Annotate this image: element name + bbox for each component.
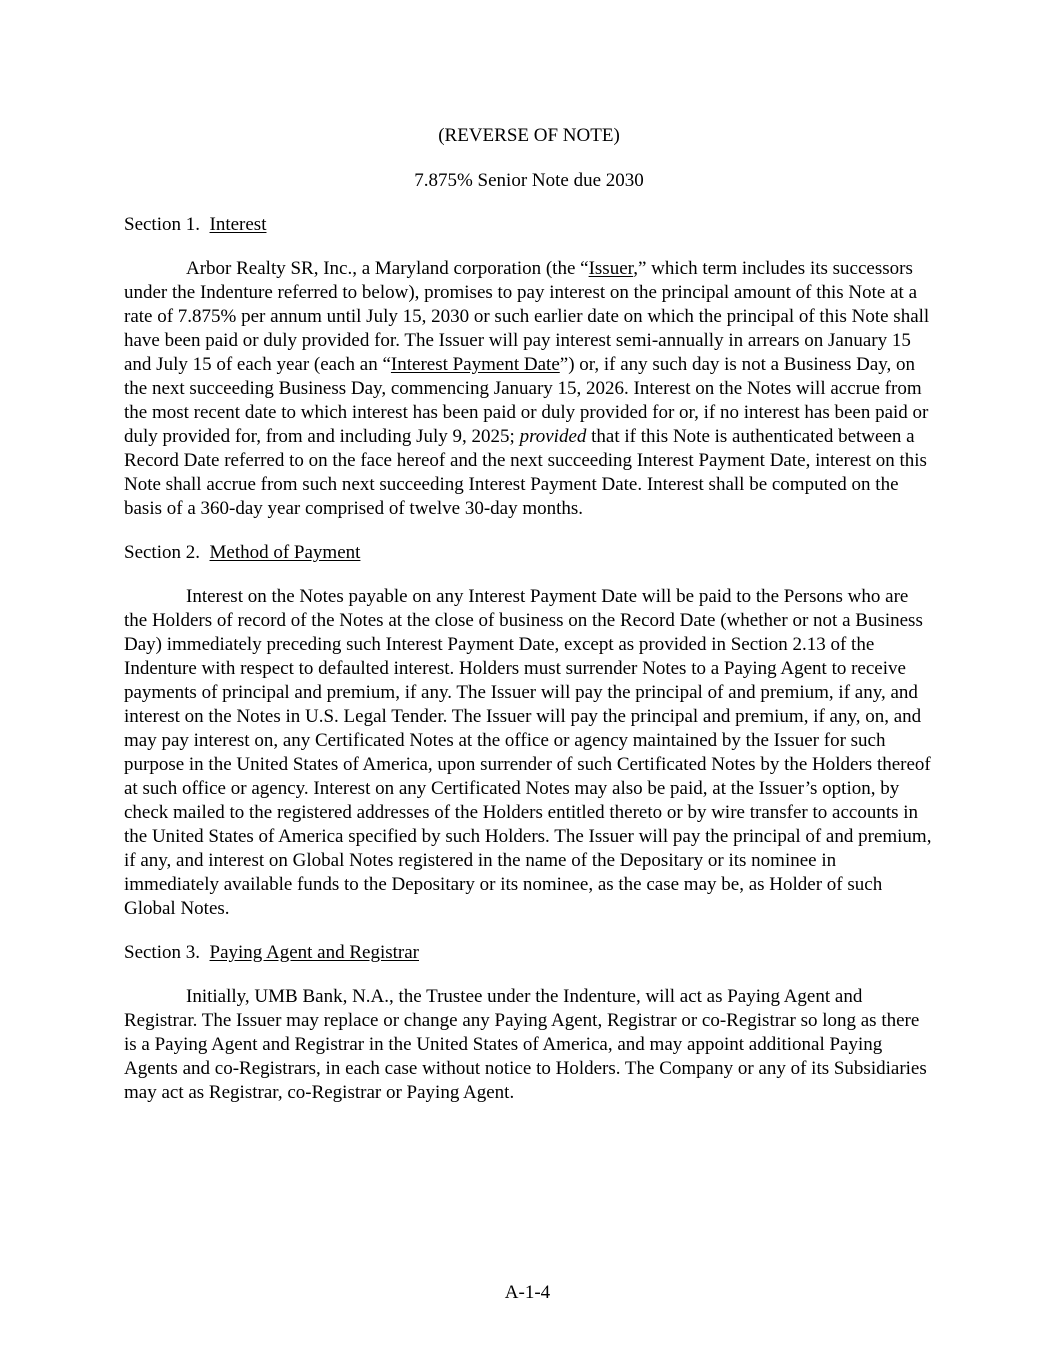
section-1-number: Section 1. xyxy=(124,214,200,235)
defined-term-issuer: Issuer xyxy=(588,258,634,279)
section-2-title: Method of Payment xyxy=(209,542,361,563)
defined-term-interest-payment-date: Interest Payment Date xyxy=(390,354,560,375)
section-3-heading xyxy=(124,941,934,965)
section-1-paragraph xyxy=(124,257,934,521)
section-1-text-part-4: that if this Note is authenticated between a Record Date referred to on the face hereof and the next succeeding Interest Payment Date, interest on this Note shall accrue from such next succeeding Interest Payment Date. Interest shall be computed on the basis of a 360-day year comprised of twelve 30-day months. xyxy=(124,426,927,519)
document-body xyxy=(124,124,934,1105)
section-3-number: Section 3. xyxy=(124,942,200,963)
section-3-title: Paying Agent and Registrar xyxy=(209,942,419,963)
section-2-heading xyxy=(124,541,934,565)
page-number: A-1-4 xyxy=(504,1282,551,1303)
section-2-paragraph: Interest on the Notes payable on any Interest Payment Date will be paid to the Persons who are the Holders of record of the Notes at the close of business on the Record Date (whether or not a Business Day) immediately preceding such Interest Payment Date, except as provided in Section 2.13 of the Indenture with respect to defaulted interest. Holders must surrender Notes to a Paying Agent to receive payments of principal and premium, if any. The Issuer will pay the principal of and premium, if any, and interest on the Notes in U.S. Legal Tender. The Issuer will pay the principal and premium, if any, on, and may pay interest on, any Certificated Notes at the office or agency maintained by the Issuer for such purpose in the United States of America, upon surrender of such Certificated Notes by the Holders thereof at such office or agency. Interest on any Certificated Notes may also be paid, at the Issuer’s option, by check mailed to the registered addresses of the Holders entitled thereto or by wire transfer to accounts in the United States of America specified by such Holders. The Issuer will pay the principal of and premium, if any, and interest on Global Notes registered in the name of the Depositary or its nominee in immediately available funds to the Depositary or its nominee, as the case may be, as Holder of such Global Notes. xyxy=(124,586,932,919)
section-1-heading xyxy=(124,213,934,237)
section-1-text-part-2: ,” which term includes its successors under the Indenture referred to below), promises to pay interest on the principal amount of this Note at a rate of 7.875% per annum until July 15, 2030 or such earlier date on which the principal of this Note shall have been paid or duly provided for. The Issuer will pay interest semi-annually in arrears on January 15 and July 15 of each year (each an “ xyxy=(124,258,930,375)
document-subtitle: 7.875% Senior Note due 2030 xyxy=(414,170,644,191)
section-2-number: Section 2. xyxy=(124,542,200,563)
section-1-text-part-1: Arbor Realty SR, Inc., a Maryland corporation (the “ xyxy=(186,258,589,279)
section-3-paragraph: Initially, UMB Bank, N.A., the Trustee under the Indenture, will act as Paying Agent and Registrar. The Issuer may replace or change any Paying Agent, Registrar or co-Registrar so long as there is a Paying Agent and Registrar in the United States of America, and may appoint additional Paying Agents and co-Registrars, in each case without notice to Holders. The Company or any of its Subsidiaries may act as Registrar, co-Registrar or Paying Agent. xyxy=(124,986,927,1103)
italic-provided: provided xyxy=(519,426,587,447)
document-title: (REVERSE OF NOTE) xyxy=(438,125,620,146)
section-1-title: Interest xyxy=(209,214,267,235)
section-1-text-part-3: ”) or, if any such day is not a Business Day, on the next succeeding Business Day, commencing January 15, 2026. Interest on the Notes will accrue from the most recent date to which interest has been paid or duly provided for or, if no interest has been paid or duly provided for, from and including July 9, 2025; xyxy=(124,354,929,447)
